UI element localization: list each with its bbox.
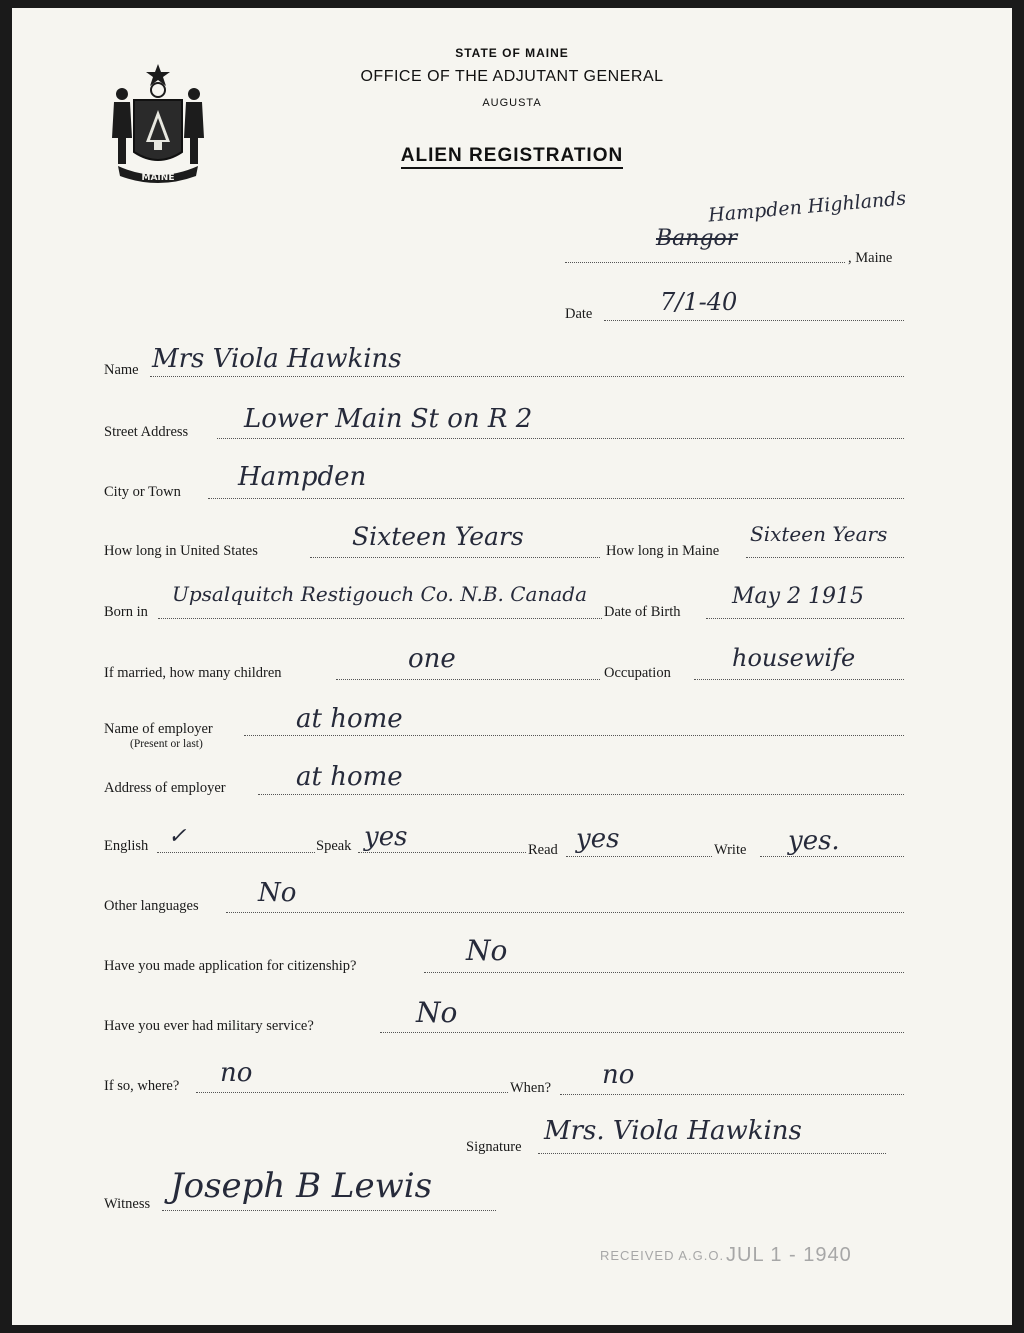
citizenship-value: No xyxy=(466,934,508,967)
received-stamp-date: JUL 1 - 1940 xyxy=(726,1244,852,1266)
born-in-value: Upsalquitch Restigouch Co. N.B. Canada xyxy=(172,582,588,606)
header-city: AUGUSTA xyxy=(482,97,542,109)
date-of-birth-value: May 2 1915 xyxy=(732,584,865,609)
employer-name-value: at home xyxy=(296,704,403,734)
place-crossed-out: Bangor xyxy=(656,226,738,251)
header-state: STATE OF MAINE xyxy=(455,46,569,60)
children-label: If married, how many children xyxy=(104,665,282,681)
employer-name-note: (Present or last) xyxy=(130,738,203,750)
english-value: ✓ xyxy=(168,824,187,849)
if-so-where-label: If so, where? xyxy=(104,1078,180,1094)
how-long-maine-value: Sixteen Years xyxy=(750,522,888,546)
name-label: Name xyxy=(104,362,139,378)
name-value: Mrs Viola Hawkins xyxy=(152,344,402,374)
if-so-where-value: no xyxy=(220,1058,253,1088)
witness-label: Witness xyxy=(104,1196,151,1212)
born-in-label: Born in xyxy=(104,604,148,620)
when-label: When? xyxy=(510,1080,552,1096)
employer-address-label: Address of employer xyxy=(104,780,226,796)
signature-label: Signature xyxy=(466,1139,522,1155)
speak-value: yes xyxy=(364,822,408,852)
header-office: OFFICE OF THE ADJUTANT GENERAL xyxy=(360,68,664,85)
how-long-us-label: How long in United States xyxy=(104,543,258,559)
read-label: Read xyxy=(528,842,558,858)
date-label: Date xyxy=(565,306,593,322)
english-label: English xyxy=(104,838,149,854)
street-address-value: Lower Main St on R 2 xyxy=(244,404,533,434)
other-languages-value: No xyxy=(258,878,297,908)
date-of-birth-label: Date of Birth xyxy=(604,604,681,620)
when-value: no xyxy=(602,1060,635,1090)
city-value: Hampden xyxy=(238,462,367,492)
received-stamp: RECEIVED A.G.O. xyxy=(600,1248,725,1263)
date-value: 7/1-40 xyxy=(660,288,738,316)
city-label: City or Town xyxy=(104,484,181,500)
place-line xyxy=(565,262,845,263)
other-languages-label: Other languages xyxy=(104,898,199,914)
signature-value: Mrs. Viola Hawkins xyxy=(544,1116,802,1146)
write-label: Write xyxy=(714,842,747,858)
svg-text:MAINE: MAINE xyxy=(141,173,175,183)
witness-value: Joseph B Lewis xyxy=(170,1166,433,1206)
place-suffix: , Maine xyxy=(848,250,893,266)
citizenship-label: Have you made application for citizenship? xyxy=(104,958,357,974)
military-label: Have you ever had military service? xyxy=(104,1018,314,1034)
occupation-value: housewife xyxy=(732,644,856,672)
children-value: one xyxy=(408,644,456,674)
occupation-label: Occupation xyxy=(604,665,671,681)
write-value: yes. xyxy=(788,826,840,856)
how-long-us-value: Sixteen Years xyxy=(352,522,524,551)
read-value: yes xyxy=(576,824,620,854)
speak-label: Speak xyxy=(316,838,352,854)
employer-name-label: Name of employer xyxy=(104,721,213,737)
place-handwritten: Hampden Highlands xyxy=(707,187,907,227)
form-title: ALIEN REGISTRATION xyxy=(0,145,1024,167)
street-address-label: Street Address xyxy=(104,424,189,440)
how-long-maine-label: How long in Maine xyxy=(606,543,720,559)
employer-address-value: at home xyxy=(296,762,403,792)
military-value: No xyxy=(416,996,458,1029)
